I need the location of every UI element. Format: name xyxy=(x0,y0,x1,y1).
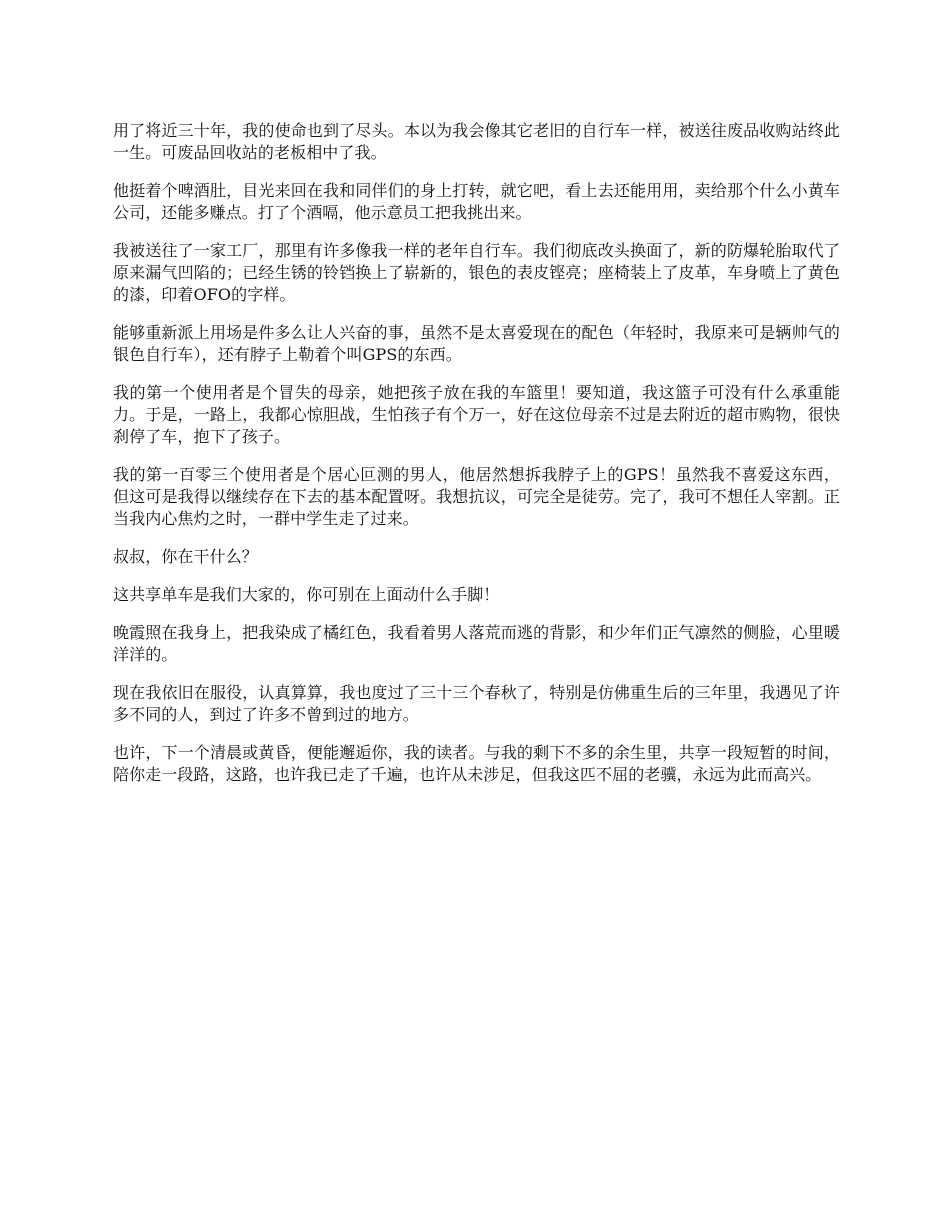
paragraph-1: 用了将近三十年，我的使命也到了尽头。本以为我会像其它老旧的自行车一样，被送往废品收购站终此一生。可废品回收站的老板相中了我。 xyxy=(113,121,840,162)
paragraph-7: 叔叔，你在干什么？ xyxy=(113,547,258,566)
paragraph-5: 我的第一个使用者是个冒失的母亲，她把孩子放在我的车篮里！要知道，我这篮子可没有什么承重能力。于是，一路上，我都心惊胆战，生怕孩子有个万一，好在这位母亲不过是去附近的超市购物，很快刹停了车，抱下了孩子。 xyxy=(113,383,840,446)
paragraph-4: 能够重新派上用场是件多么让人兴奋的事，虽然不是太喜爱现在的配色（年轻时，我原来可是辆帅气的银色自行车），还有脖子上勒着个叫GPS的东西。 xyxy=(113,323,840,364)
paragraph-6: 我的第一百零三个使用者是个居心叵测的男人，他居然想拆我脖子上的GPS！虽然我不喜爱这东西，但这可是我得以继续存在下去的基本配置呀。我想抗议，可完全是徒劳。完了，我可不想任人宰割。正当我内心焦灼之时，一群中学生走了过来。 xyxy=(113,465,840,528)
paragraph-3: 我被送往了一家工厂，那里有许多像我一样的老年自行车。我们彻底改头换面了，新的防爆轮胎取代了原来漏气凹陷的；已经生锈的铃铛换上了崭新的，银色的表皮铿亮；座椅装上了皮革，车身喷上了黄色的漆，印着OFO的字样。 xyxy=(113,241,840,304)
paragraph-2: 他挺着个啤酒肚，目光来回在我和同伴们的身上打转，就它吧，看上去还能用用，卖给那个什么小黄车公司，还能多赚点。打了个酒嗝，他示意员工把我挑出来。 xyxy=(113,181,840,222)
document-body xyxy=(113,120,840,802)
paragraph-10: 现在我依旧在服役，认真算算，我也度过了三十三个春秋了，特别是仿佛重生后的三年里，我遇见了许多不同的人，到过了许多不曾到过的地方。 xyxy=(113,683,840,724)
paragraph-9: 晚霞照在我身上，把我染成了橘红色，我看着男人落荒而逃的背影，和少年们正气凛然的侧脸，心里暖洋洋的。 xyxy=(113,623,840,664)
paragraph-8: 这共享单车是我们大家的，你可别在上面动什么手脚！ xyxy=(113,585,500,604)
paragraph-11: 也许，下一个清晨或黄昏，便能邂逅你，我的读者。与我的剩下不多的余生里，共享一段短暂的时间，陪你走一段路，这路，也许我已走了千遍，也许从未涉足，但我这匹不屈的老骥，永远为此而高兴。 xyxy=(113,743,840,784)
